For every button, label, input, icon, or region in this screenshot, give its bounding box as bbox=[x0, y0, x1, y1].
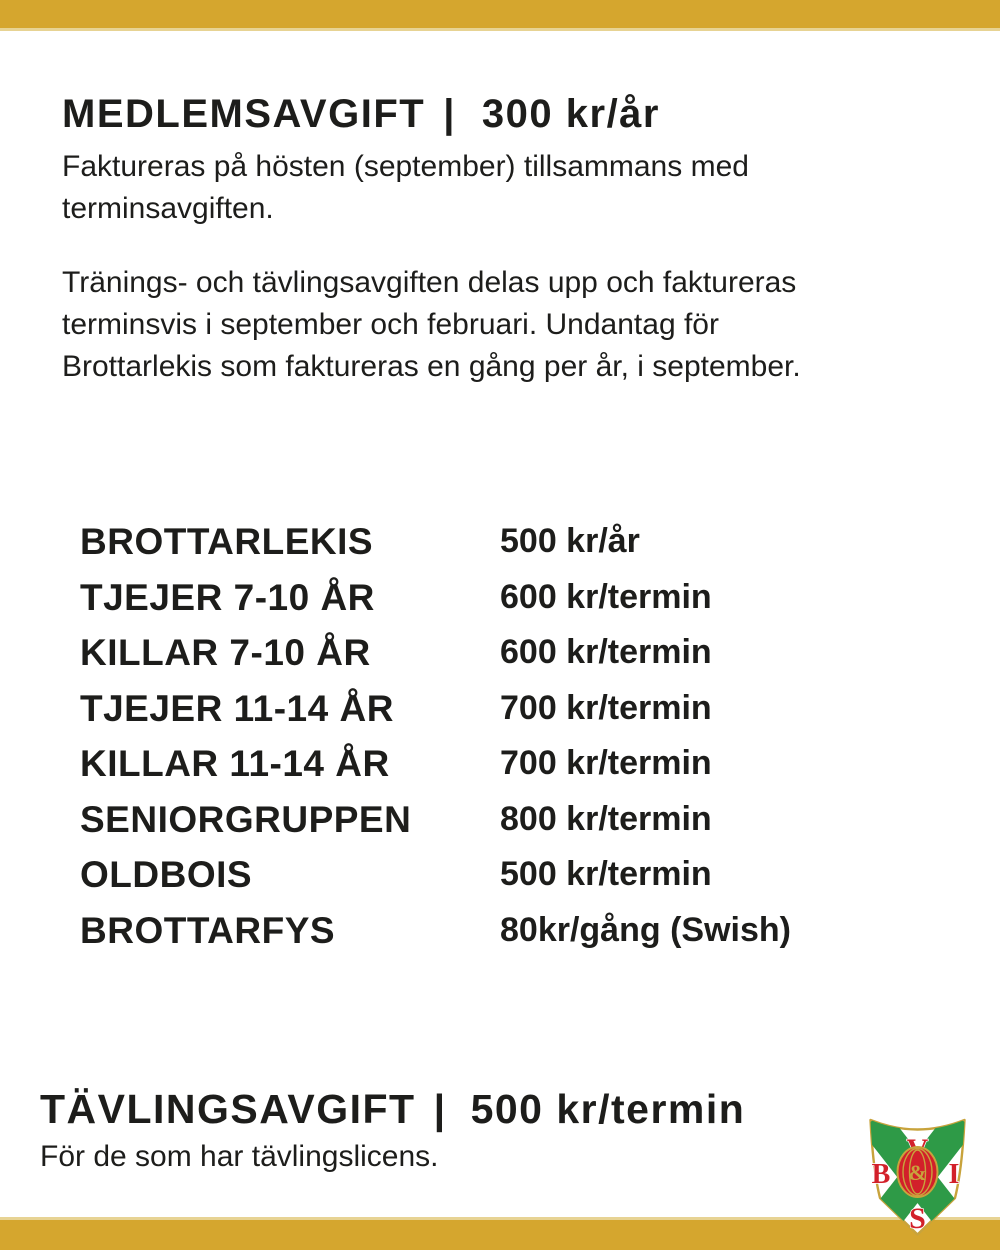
price-row bbox=[80, 792, 940, 848]
crest-letter-i: I bbox=[948, 1159, 960, 1190]
info-line: Tränings- och tävlingsavgiften delas upp och faktureras bbox=[62, 266, 797, 299]
price-row bbox=[80, 903, 940, 959]
fees-info-paragraph bbox=[62, 262, 801, 388]
crest-ampersand: & bbox=[908, 1160, 927, 1185]
description-line: terminsavgiften. bbox=[62, 192, 274, 225]
bottom-gold-band bbox=[0, 1217, 1000, 1250]
description-line: Faktureras på hösten (september) tillsammans med bbox=[62, 150, 749, 183]
price-table bbox=[80, 514, 940, 958]
crest-letter-b: B bbox=[871, 1159, 891, 1190]
tavlingsavgift-price: 500 kr/termin bbox=[470, 1086, 746, 1132]
info-line: terminsvis i september och februari. Undantag för bbox=[62, 308, 719, 341]
top-gold-band bbox=[0, 0, 1000, 31]
price-row bbox=[80, 570, 940, 626]
info-line: Brottarlekis som faktureras en gång per år, i september. bbox=[62, 350, 801, 383]
price-row bbox=[80, 736, 940, 792]
price-row bbox=[80, 681, 940, 737]
crest-letter-s: S bbox=[909, 1202, 926, 1235]
medlemsavgift-price: 300 kr/år bbox=[481, 92, 660, 136]
group-price: 500 kr/år bbox=[500, 522, 640, 560]
group-price: 80kr/gång (Swish) bbox=[500, 910, 791, 949]
price-row bbox=[80, 514, 940, 570]
group-label: BROTTARFYS bbox=[80, 909, 336, 951]
price-row bbox=[80, 847, 940, 903]
medlemsavgift-title: MEDLEMSAVGIFT bbox=[62, 92, 426, 136]
group-price: 800 kr/termin bbox=[500, 799, 712, 838]
group-label: TJEJER 7-10 ÅR bbox=[80, 576, 375, 618]
tavlingsavgift-heading bbox=[40, 1086, 745, 1132]
tavlingsavgift-description: För de som har tävlingslicens. bbox=[40, 1140, 439, 1173]
group-price: 600 kr/termin bbox=[500, 577, 712, 616]
group-label: SENIORGRUPPEN bbox=[80, 798, 412, 840]
tavlingsavgift-title: TÄVLINGSAVGIFT bbox=[40, 1086, 416, 1132]
group-label: KILLAR 11-14 ÅR bbox=[80, 743, 390, 784]
crest-ball bbox=[898, 1147, 938, 1197]
group-price: 700 kr/termin bbox=[500, 744, 712, 782]
group-price: 600 kr/termin bbox=[500, 633, 712, 671]
group-label: KILLAR 7-10 ÅR bbox=[80, 632, 371, 673]
medlemsavgift-description bbox=[62, 146, 749, 230]
group-price: 700 kr/termin bbox=[500, 688, 712, 727]
group-label: BROTTARLEKIS bbox=[80, 521, 374, 562]
club-crest-logo bbox=[867, 1116, 968, 1238]
medlemsavgift-heading bbox=[62, 92, 660, 136]
group-price: 500 kr/termin bbox=[500, 855, 712, 893]
group-label: TJEJER 11-14 ÅR bbox=[80, 687, 394, 729]
price-row bbox=[80, 625, 940, 681]
title-separator: | bbox=[433, 1086, 447, 1132]
group-label: OLDBOIS bbox=[80, 854, 253, 895]
title-separator: | bbox=[443, 92, 456, 136]
